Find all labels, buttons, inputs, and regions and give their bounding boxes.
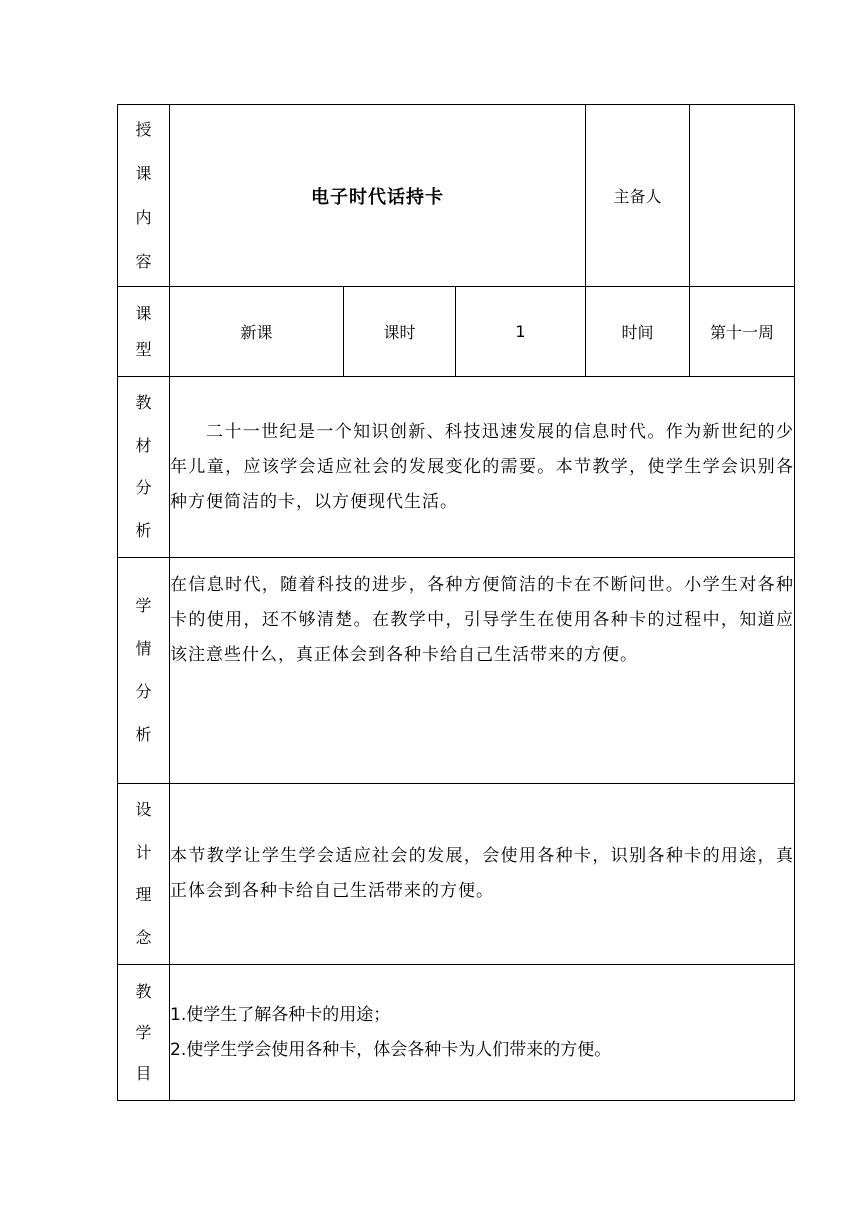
label-char: 课	[135, 163, 152, 183]
label-student-analysis	[118, 558, 170, 784]
label-char: 情	[135, 638, 152, 658]
lesson-type-value: 新课	[170, 287, 344, 377]
period-value: 1	[456, 287, 586, 377]
label-char: 目	[135, 1063, 152, 1083]
lesson-title: 电子时代话持卡	[170, 105, 586, 287]
label-char: 授	[135, 119, 152, 139]
label-char: 型	[135, 339, 152, 359]
label-char: 析	[135, 725, 152, 745]
row-student-analysis	[118, 558, 795, 784]
label-char: 教	[135, 981, 152, 1001]
label-char: 分	[135, 682, 152, 702]
goal-item: 1.使学生了解各种卡的用途；	[170, 1004, 391, 1025]
label-char: 内	[135, 207, 152, 227]
teaching-goals	[170, 965, 795, 1101]
label-char: 设	[135, 800, 152, 819]
period-label: 课时	[344, 287, 456, 377]
label-teaching-goals	[118, 965, 170, 1101]
label-char: 理	[135, 885, 152, 905]
design-concept-text: 本节教学让学生学会适应社会的发展，会使用各种卡，识别各种卡的用途，真正体会到各种卡给自己生活带来的方便。	[170, 784, 795, 965]
label-char: 学	[135, 1022, 152, 1042]
lesson-plan-table	[117, 104, 795, 1101]
row-teaching-goals	[118, 965, 795, 1101]
preparer-label: 主备人	[586, 105, 690, 287]
label-char: 容	[135, 251, 152, 271]
row-teaching-content	[118, 105, 795, 287]
label-char: 教	[135, 393, 152, 412]
preparer-value	[690, 105, 795, 287]
label-char: 念	[135, 927, 152, 947]
label-material-analysis	[118, 377, 170, 558]
label-design-concept	[118, 784, 170, 965]
label-char: 课	[135, 303, 152, 323]
material-analysis-text: 二十一世纪是一个知识创新、科技迅速发展的信息时代。作为新世纪的少年儿童，应该学会适应社会的发展变化的需要。本节教学，使学生学会识别各种方便简洁的卡，以方便现代生活。	[170, 377, 795, 558]
label-char: 材	[135, 435, 152, 455]
label-teaching-content	[118, 105, 170, 287]
time-value: 第十一周	[690, 287, 795, 377]
label-char: 析	[135, 520, 152, 540]
label-char: 分	[135, 478, 152, 498]
student-analysis-text: 在信息时代，随着科技的进步，各种方便简洁的卡在不断问世。小学生对各种卡的使用，还不够清楚。在教学中，引导学生在使用各种卡的过程中，知道应该注意些什么，真正体会到各种卡给自己生活带来的方便。	[170, 558, 795, 784]
row-design-concept	[118, 784, 795, 965]
label-lesson-type	[118, 287, 170, 377]
label-char: 计	[135, 842, 152, 862]
goal-item: 2.使学生学会使用各种卡，体会各种卡为人们带来的方便。	[170, 1039, 612, 1060]
time-label: 时间	[586, 287, 690, 377]
row-lesson-type	[118, 287, 795, 377]
row-material-analysis	[118, 377, 795, 558]
label-char: 学	[135, 595, 152, 615]
